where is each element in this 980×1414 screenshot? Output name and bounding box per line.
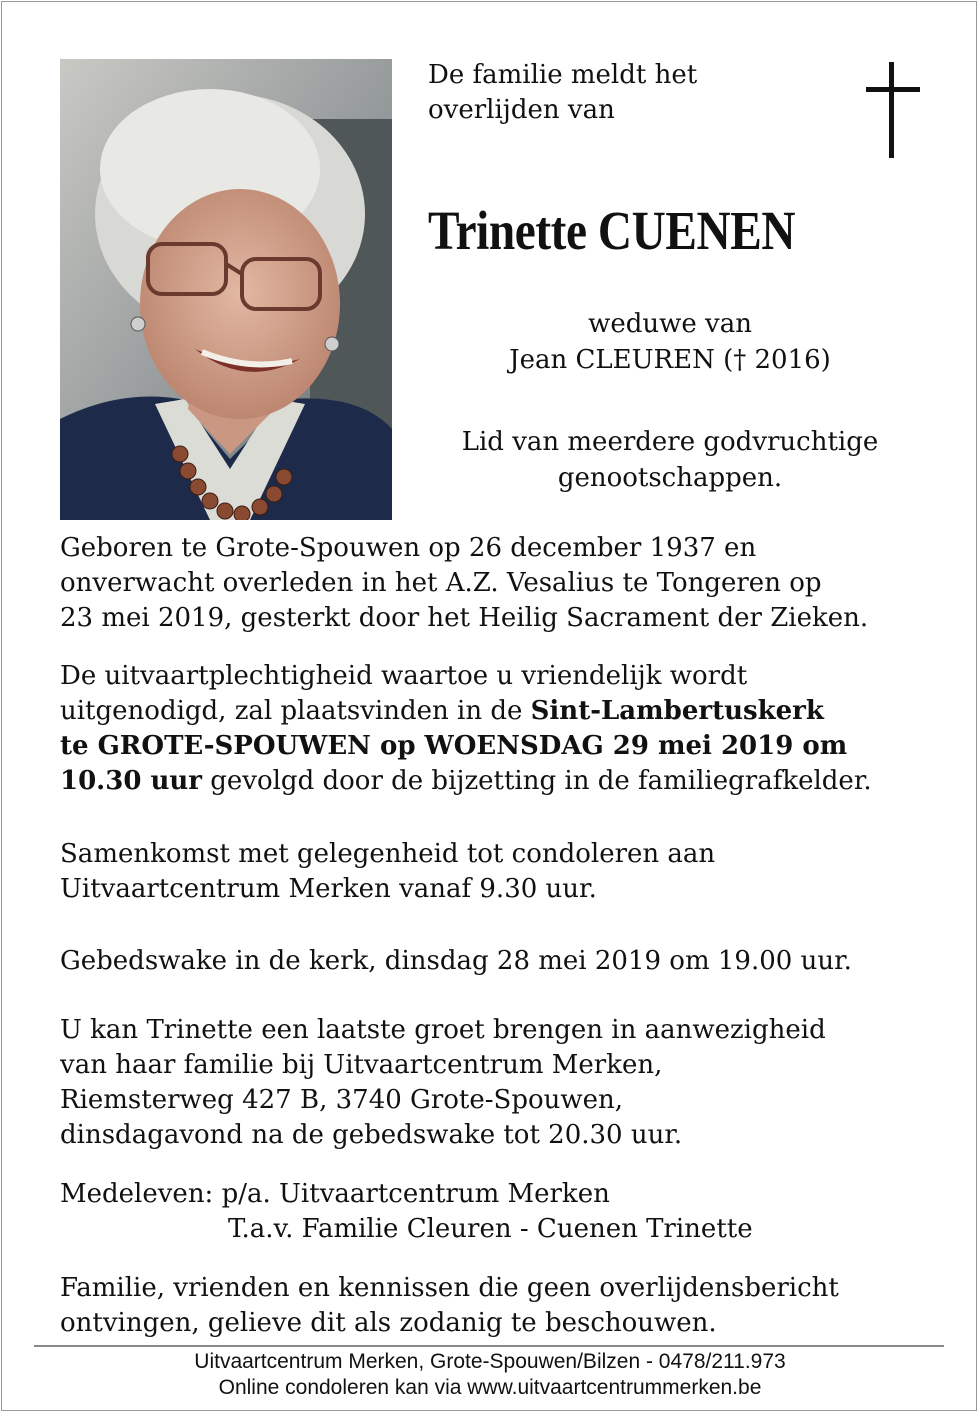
- birth-death-paragraph: [60, 531, 950, 636]
- funeral-location-date: te GROTE-SPOUWEN op WOENSDAG 29 mei 2019 om: [60, 731, 848, 761]
- paragraph-line: [60, 729, 950, 764]
- membership-block: [440, 424, 900, 496]
- paragraph-line: Riemsterweg 427 B, 3740 Grote-Spouwen,: [60, 1085, 624, 1115]
- meeting-paragraph: [60, 837, 950, 907]
- widow-line: weduwe van: [588, 309, 752, 339]
- paragraph-line: ontvingen, gelieve dit als zodanig te beschouwen.: [60, 1308, 717, 1338]
- funeral-paragraph: [60, 659, 950, 799]
- vigil-paragraph: [60, 944, 950, 979]
- paragraph-line: Geboren te Grote-Spouwen op 26 december 1937 en: [60, 533, 757, 563]
- paragraph-line: [60, 694, 950, 729]
- paragraph-line: van haar familie bij Uitvaartcentrum Merken,: [60, 1050, 663, 1080]
- membership-line: genootschappen.: [557, 463, 783, 493]
- membership-line: Lid van meerdere godvruchtige: [461, 427, 879, 457]
- paragraph-line: Familie, vrienden en kennissen die geen overlijdensbericht: [60, 1273, 839, 1303]
- footer-divider: [34, 1345, 944, 1347]
- portrait-photo: [60, 59, 392, 520]
- intro-line: overlijden van: [428, 95, 615, 125]
- paragraph-line: Medeleven: p/a. Uitvaartcentrum Merken: [60, 1179, 610, 1209]
- footer-website: Online condoleren kan via www.uitvaartcentrummerken.be: [218, 1376, 762, 1399]
- paragraph-line: T.a.v. Familie Cleuren - Cuenen Trinette: [228, 1214, 753, 1244]
- paragraph-line: U kan Trinette een laatste groet brengen in aanwezigheid: [60, 1015, 826, 1045]
- latin-cross-icon: [862, 62, 922, 164]
- farewell-visit-paragraph: [60, 1013, 950, 1153]
- announcement-intro: [428, 58, 828, 128]
- widow-of-block: [440, 306, 900, 378]
- intro-line: De familie meldt het: [428, 60, 698, 90]
- funeral-time: 10.30 uur: [60, 766, 202, 796]
- condolence-address: [60, 1177, 950, 1247]
- footer-contact: Uitvaartcentrum Merken, Grote-Spouwen/Bilzen - 0478/211.973: [194, 1350, 786, 1373]
- closing-paragraph: [60, 1271, 950, 1341]
- paragraph-line: dinsdagavond na de gebedswake tot 20.30 uur.: [60, 1120, 683, 1150]
- spouse-name: Jean CLEUREN († 2016): [509, 345, 831, 375]
- paragraph-line: Gebedswake in de kerk, dinsdag 28 mei 2019 om 19.00 uur.: [60, 946, 852, 976]
- paragraph-line: De uitvaartplechtigheid waartoe u vriendelijk wordt: [60, 661, 748, 691]
- paragraph-line: onverwacht overleden in het A.Z. Vesalius te Tongeren op: [60, 568, 822, 598]
- paragraph-line: [60, 764, 950, 799]
- line-text: uitgenodigd, zal plaatsvinden in de: [60, 696, 531, 726]
- church-name: Sint-Lambertuskerk: [530, 696, 824, 726]
- paragraph-line: 23 mei 2019, gesterkt door het Heilig Sacrament der Zieken.: [60, 603, 869, 633]
- paragraph-line: Uitvaartcentrum Merken vanaf 9.30 uur.: [60, 874, 597, 904]
- portrait-illustration: [60, 59, 392, 520]
- line-text: gevolgd door de bijzetting in de familiegrafkelder.: [201, 766, 872, 796]
- paragraph-line: Samenkomst met gelegenheid tot condoleren aan: [60, 839, 716, 869]
- deceased-name: Trinette CUENEN: [428, 200, 796, 261]
